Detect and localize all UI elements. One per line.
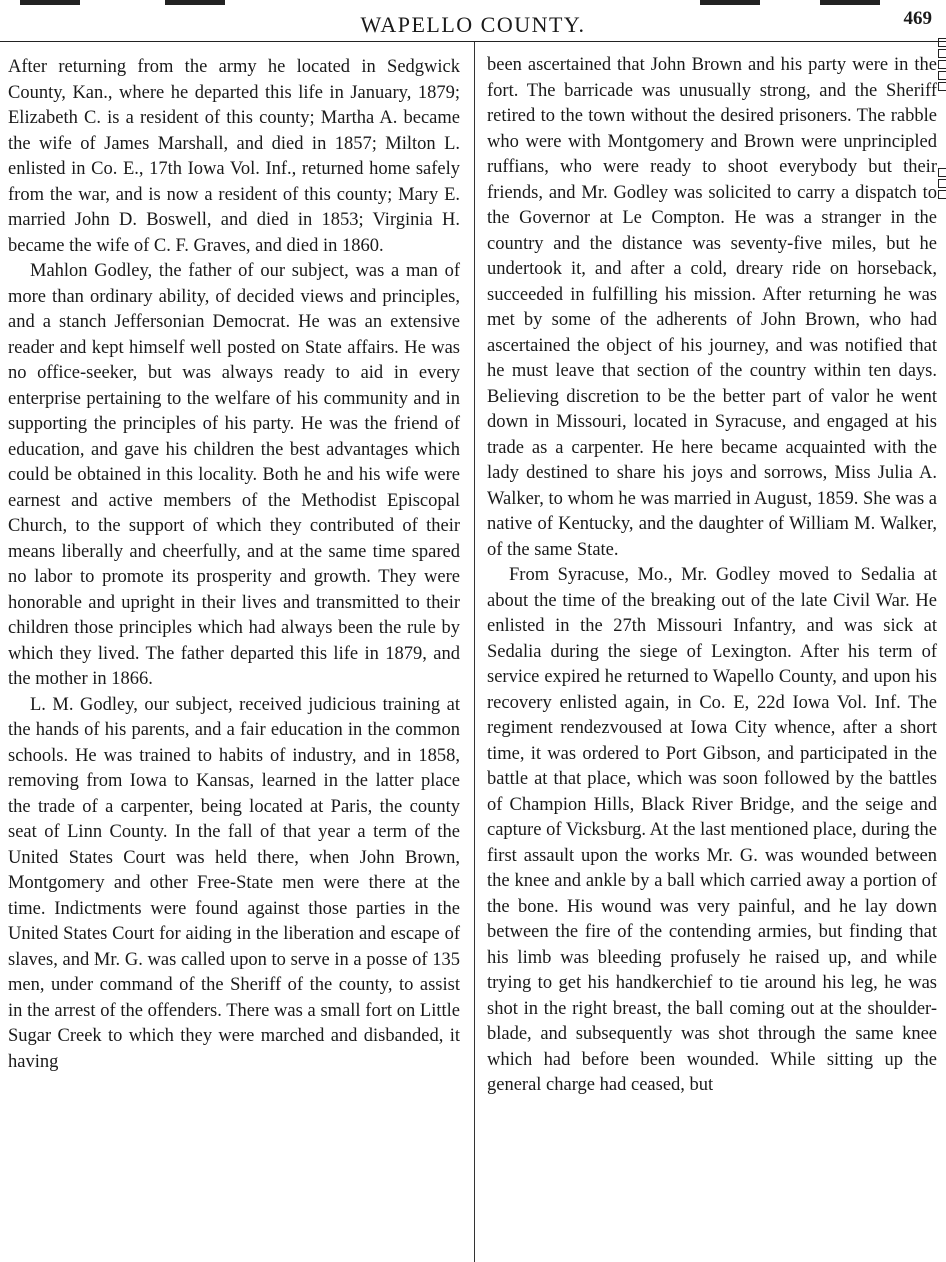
column-divider <box>474 42 475 1262</box>
left-column <box>8 55 460 1075</box>
page-number: 469 <box>903 8 932 29</box>
edge-tabs-lower <box>938 168 946 201</box>
page-header <box>0 10 946 40</box>
left-paragraph-1: After returning from the army he located in Sedgwick County, Kan., where he departed this life in January, 1879; Elizabeth C. is a resident of this county; Martha A. became the wife of James Marshall, and died in 1857; Milton L. enlisted in Co. E., 17th Iowa Vol. Inf., returned home safely from the war, and is now a resident of this county; Mary E. married John D. Boswell, and died in 1853; Virginia H. became the wife of C. F. Graves, and died in 1860. <box>8 57 460 256</box>
left-paragraph-3: L. M. Godley, our subject, received judicious training at the hands of his parents, and a fair education in the common schools. He was trained to habits of industry, and in 1858, removing from Iowa to Kansas, learned in the latter place the trade of a carpenter, being located at Paris, the county seat of Linn County. In the fall of that year a term of the United States Court was held there, when John Brown, Montgomery and other Free-State men were there at the time. Indictments were found against those parties in the United States Court for aiding in the liberation and escape of slaves, and Mr. G. was called upon to serve in a posse of 135 men, under command of the Sheriff of the county, to assist in the arrest of the offenders. There was a small fort on Little Sugar Creek to which they were marched and disbanded, it having <box>8 694 460 1072</box>
right-paragraph-1: been ascertained that John Brown and his party were in the fort. The barricade was unusually strong, and the Sheriff retired to the town without the desired prisoners. The rabble who were with Montgomery and Brown were unprincipled ruffians, who were ready to shoot everybody but their friends, and Mr. Godley was solicited to carry a dispatch to the Governor at Le Compton. He was a stranger in the country and the distance was seventy-five miles, but he undertook it, and after a cold, dreary ride on horseback, succeeded in fulfilling his mission. After returning he was met by some of the adherents of John Brown, who had ascertained the object of his journey, and was notified that he must leave that section of the country within ten days. Believing discretion to be the better part of valor he went down in Missouri, located in Syracuse, and engaged at his trade as a carpenter. He here became acquainted with the lady destined to share his joys and sorrows, Miss Julia A. Walker, to whom he was married in August, 1859. She was a native of Kentucky, and the daughter of William M. Walker, of the same State. <box>487 55 937 560</box>
header-rule <box>0 41 946 42</box>
right-paragraph-2: From Syracuse, Mo., Mr. Godley moved to Sedalia at about the time of the breaking out of the late Civil War. He enlisted in the 27th Missouri Infantry, and was sick at Sedalia during the siege of Lexington. After his term of service expired he returned to Wapello County, and upon his recovery enlisted again, in Co. E, 22d Iowa Vol. Inf. The regiment rendezvoused at Iowa City whence, after a short time, it was ordered to Port Gibson, and participated in the battle at that place, which was soon followed by the battles of Champion Hills, Black River Bridge, and the seige and capture of Vicksburg. At the last mentioned place, during the first assault upon the works Mr. G. was wounded between the knee and ankle by a ball which carried away a portion of the bone. His wound was very painful, and he lay down between the fire of the contending armies, but finding that his limb was bleeding profusely he raised up, and while trying to get his handkerchief to tie around his leg, he was shot in the right breast, the ball coming out at the shoulder-blade, and subsequently was shot through the same knee which had before been wounded. While sitting up the general charge had ceased, but <box>487 565 937 1095</box>
edge-tabs-upper <box>938 38 946 93</box>
top-edge-marks <box>0 0 946 8</box>
left-paragraph-2: Mahlon Godley, the father of our subject, was a man of more than ordinary ability, of decided views and principles, and a stanch Jeffersonian Democrat. He was an extensive reader and kept himself well posted on State affairs. He was no office-seeker, but was always ready to aid in every enterprise pertaining to the welfare of his community and in supporting the principles of his party. He was the friend of education, and gave his children the best advantages which could be obtained in this locality. Both he and his wife were earnest and active members of the Methodist Episcopal Church, to the support of which they contributed of their means liberally and cheerfully, and at the same time spared no labor to promote its prosperity and growth. They were honorable and upright in their lives and transmitted to their children those principles which had always been the rule by which they lived. The father departed this life in 1879, and the mother in 1866. <box>8 261 460 689</box>
right-column <box>487 53 937 1099</box>
page-title: WAPELLO COUNTY. <box>360 12 586 37</box>
